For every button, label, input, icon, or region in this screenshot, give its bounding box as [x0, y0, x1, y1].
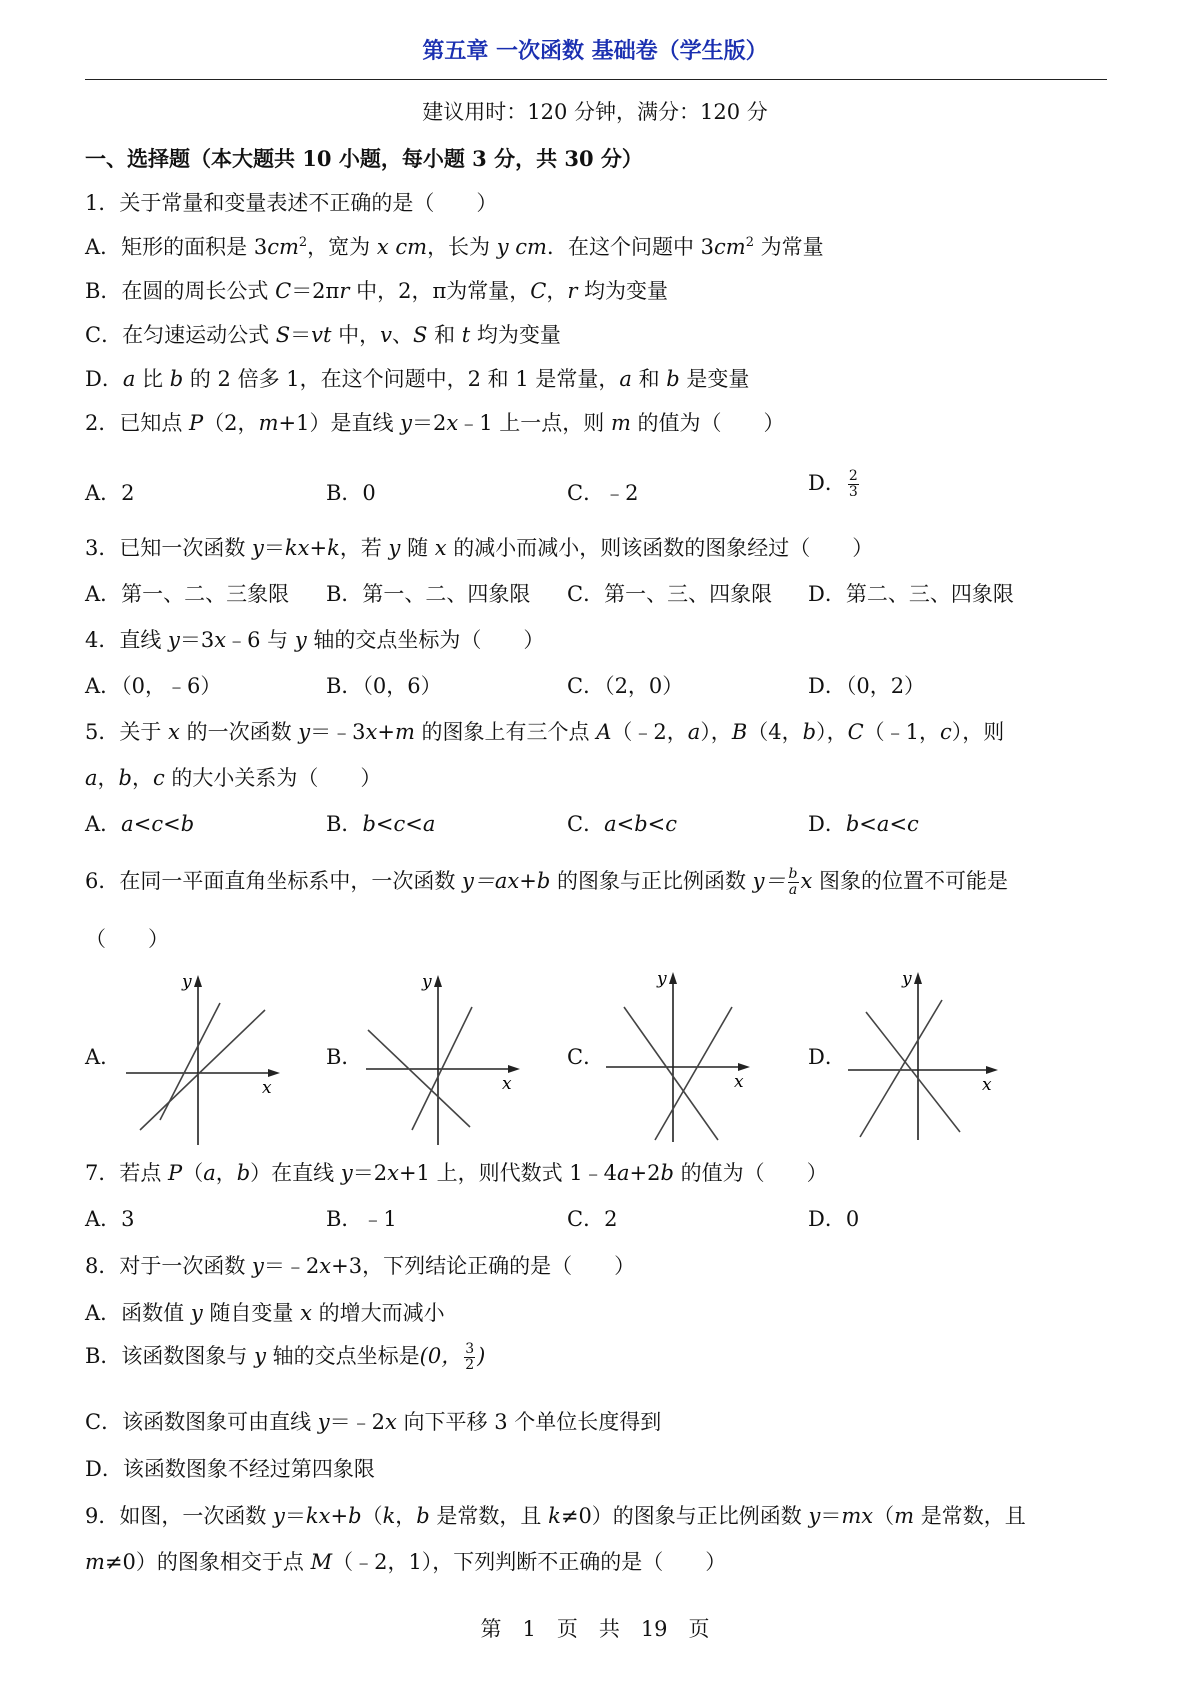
page-title: 第五章 一次函数 基础卷（学生版） [422, 39, 768, 64]
x-arrow [268, 1069, 280, 1077]
y-arrow [914, 972, 922, 984]
graph-label-d: D． [808, 1045, 846, 1069]
exam-info: 建议用时：120 分钟，满分：120 分 [422, 100, 768, 124]
question-1-option-c: C．在匀速运动公式 S＝vt 中，v、S 和 t 均为变量 [85, 323, 561, 347]
question-3-option-d: D．第二、三、四象限 [808, 582, 1014, 606]
question-1-stem: 1．关于常量和变量表述不正确的是（ ） [85, 191, 498, 215]
x-axis-label: x [982, 1075, 992, 1095]
question-7-option-a: A．3 [85, 1207, 135, 1231]
graph-label-b: B． [326, 1045, 363, 1069]
question-3-option-b: B．第一、二、四象限 [326, 582, 531, 606]
x-axis-label: x [262, 1078, 272, 1098]
y-axis-label: y [902, 969, 912, 989]
question-4-stem: 4．直线 y＝3x﹣6 与 y 轴的交点坐标为（ ） [85, 628, 545, 652]
question-1-option-d: D．a 比 b 的 2 倍多 1，在这个问题中，2 和 1 是常量，a 和 b 是变量 [85, 367, 750, 391]
question-5-option-a: A．a<c<b [85, 812, 195, 836]
page-footer: 第 1 页 共 19 页 [480, 1617, 710, 1641]
question-2-option-c: C．﹣2 [567, 481, 639, 505]
graph-label-c: C． [567, 1045, 605, 1069]
question-9-stem-line2: m≠0）的图象相交于点 M（﹣2，1），下列判断不正确的是（ ） [85, 1550, 727, 1574]
x-axis-label: x [734, 1072, 744, 1092]
graph-b [360, 965, 530, 1150]
function-line [140, 1010, 265, 1130]
header-divider [85, 79, 1107, 80]
question-3-stem: 3．已知一次函数 y＝kx+k，若 y 随 x 的减小而减小，则该函数的图象经过（ ） [85, 536, 874, 560]
y-arrow [434, 975, 442, 987]
y-axis-label: y [182, 972, 192, 992]
function-line [866, 1012, 960, 1132]
graph-a [120, 965, 290, 1150]
x-arrow [986, 1066, 998, 1074]
question-2-option-a: A．2 [85, 481, 135, 505]
question-7-option-d: D．0 [808, 1207, 860, 1231]
question-8-option-a: A．函数值 y 随自变量 x 的增大而减小 [85, 1301, 445, 1325]
question-5-option-b: B．b<c<a [326, 812, 436, 836]
question-6-stem: 6．在同一平面直角坐标系中，一次函数 y＝ax+b 的图象与正比例函数 y＝ $\frac{b}{a}$ x 图象的位置不可能是 [85, 866, 1009, 898]
question-7-option-c: C．2 [567, 1207, 618, 1231]
question-3-option-c: C．第一、三、四象限 [567, 582, 773, 606]
question-6-answer-paren: （ ） [85, 927, 169, 951]
question-4-option-c: C．（2，0） [567, 674, 684, 698]
question-4-option-d: D．（0，2） [808, 674, 926, 698]
question-4-option-a: A．（0，﹣6） [85, 674, 222, 698]
question-5-option-c: C．a<b<c [567, 812, 678, 836]
function-line [368, 1030, 470, 1127]
question-1-option-b: B．在圆的周长公式 C＝2πr 中，2，π为常量，C，r 均为变量 [85, 279, 669, 303]
y-arrow [194, 975, 202, 987]
question-7-stem: 7．若点 P（a，b）在直线 y＝2x+1 上，则代数式 1﹣4a+2b 的值为（ ） [85, 1161, 828, 1185]
y-axis-label: y [422, 972, 432, 992]
question-5-stem-line1: 5．关于 x 的一次函数 y＝﹣3x+m 的图象上有三个点 A（﹣2，a），B（4，b），C（﹣1，c），则 [85, 720, 1005, 744]
question-2-option-d: D． $\frac{2}{3}$ [808, 468, 858, 500]
question-8-option-d: D．该函数图象不经过第四象限 [85, 1457, 375, 1481]
x-arrow [508, 1065, 520, 1073]
section-heading: 一、选择题（本大题共 10 小题，每小题 3 分，共 30 分） [85, 146, 643, 171]
question-4-option-b: B．（0，6） [326, 674, 442, 698]
x-axis-label: x [502, 1074, 512, 1094]
function-line [655, 1007, 732, 1140]
question-5-stem-line2: a，b，c 的大小关系为（ ） [85, 766, 382, 790]
question-8-option-b: B．该函数图象与 y 轴的交点坐标是(0， $\frac{3}{2}$ ) [85, 1341, 486, 1373]
graph-c [600, 962, 770, 1147]
question-3-option-a: A．第一、二、三象限 [85, 582, 290, 606]
x-arrow [738, 1063, 750, 1071]
question-7-option-b: B．﹣1 [326, 1207, 397, 1231]
question-2-option-b: B．0 [326, 481, 376, 505]
function-line [624, 1007, 718, 1140]
y-arrow [669, 972, 677, 984]
question-2-stem: 2．已知点 P（2，m+1）是直线 y＝2x﹣1 上一点，则 m 的值为（ ） [85, 411, 785, 435]
question-1-option-a: A．矩形的面积是 $3cm^2$，宽为 x cm，长为 y cm．在这个问题中 $3cm^2$ 为常量 [85, 235, 824, 259]
graph-d [840, 962, 1010, 1147]
graph-label-a: A． [85, 1045, 122, 1069]
question-5-option-d: D．b<a<c [808, 812, 919, 836]
y-axis-label: y [657, 969, 667, 989]
question-8-option-c: C．该函数图象可由直线 y＝﹣2x 向下平移 3 个单位长度得到 [85, 1410, 662, 1434]
question-8-stem: 8．对于一次函数 y＝﹣2x+3，下列结论正确的是（ ） [85, 1254, 636, 1278]
question-9-stem-line1: 9．如图，一次函数 y＝kx+b（k，b 是常数，且 k≠0）的图象与正比例函数 y＝mx（m 是常数，且 [85, 1504, 1026, 1528]
